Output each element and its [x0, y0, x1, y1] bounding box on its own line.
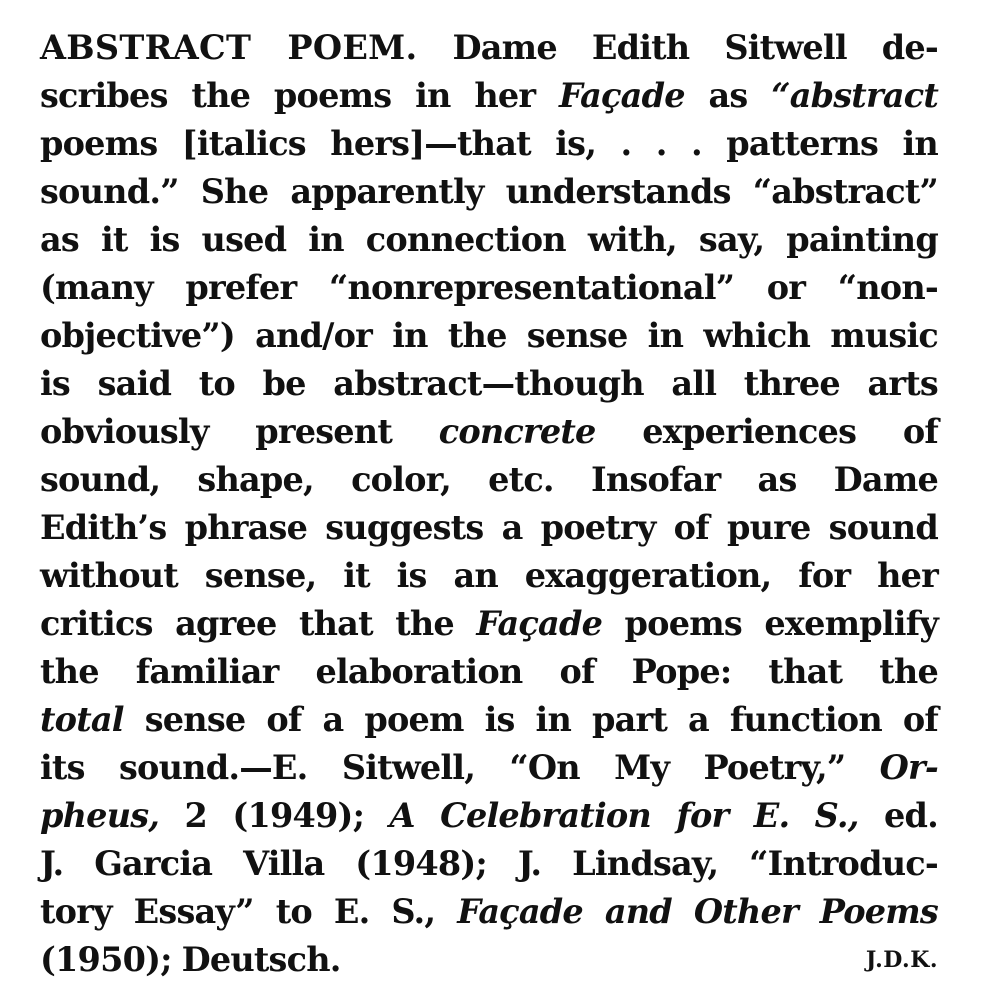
italic-run: A Celebration for E. S., [389, 796, 859, 835]
text-line [40, 648, 938, 696]
text-run: 2 (1949); [159, 796, 390, 835]
text-run: sound.” She apparently understands “abstract” [40, 172, 938, 211]
text-run: J. Garcia Villa (1948); J. Lindsay, “Introduc- [40, 844, 938, 883]
italic-run: “abstract [771, 76, 938, 115]
text-run: Edith’s phrase suggests a poetry of pure sound [40, 508, 938, 547]
entry-body [40, 24, 938, 984]
text-line [40, 72, 938, 120]
text-run: critics agree that the [40, 604, 477, 643]
italic-run: Façade [559, 76, 685, 115]
text-line [40, 600, 938, 648]
text-line [40, 744, 938, 792]
author-initials: J.D.K. [865, 947, 938, 973]
text-run: poems [italics hers]—that is, . . . patterns in [40, 124, 938, 163]
text-line [40, 840, 938, 888]
text-line [40, 888, 938, 936]
text-line [40, 120, 938, 168]
text-line [40, 792, 938, 840]
italic-run: pheus, [40, 796, 160, 835]
text-line [40, 312, 938, 360]
text-line [40, 504, 938, 552]
text-run: scribes the poems in her [40, 76, 560, 115]
text-run: tory Essay” to E. S., [40, 892, 458, 931]
text-run: as [684, 76, 772, 115]
text-line [40, 696, 938, 744]
text-run: sense of a poem is in part a function of [123, 700, 938, 739]
text-run: the familiar elaboration of Pope: that the [40, 652, 938, 691]
text-run: ed. [858, 796, 938, 835]
text-run: poems exemplify [602, 604, 938, 643]
text-line [40, 552, 938, 600]
text-run: as it is used in connection with, say, painting [40, 220, 938, 259]
text-run: sound, shape, color, etc. Insofar as Dame [40, 460, 938, 499]
text-line [40, 168, 938, 216]
text-run: objective”) and/or in the sense in which music [40, 316, 938, 355]
text-run: (many prefer “nonrepresentational” or “non- [40, 268, 938, 307]
text-run: obviously present [40, 412, 439, 451]
italic-run: Façade [476, 604, 603, 643]
text-line [40, 936, 938, 984]
text-line [40, 264, 938, 312]
text-run: without sense, it is an exaggeration, for her [40, 556, 938, 595]
text-line [40, 216, 938, 264]
text-run: (1950); Deutsch. [40, 940, 341, 979]
entry-heading: ABSTRACT POEM. [40, 28, 418, 67]
italic-run: Façade and Other Poems [457, 892, 938, 931]
text-line [40, 360, 938, 408]
text-line [40, 24, 938, 72]
italic-run: Or- [879, 748, 938, 787]
encyclopedia-entry [40, 24, 938, 984]
text-line [40, 456, 938, 504]
text-run: experiences of [595, 412, 938, 451]
italic-run: total [40, 700, 124, 739]
italic-run: concrete [438, 412, 596, 451]
text-run: its sound.—E. Sitwell, “On My Poetry,” [40, 748, 880, 787]
text-line [40, 408, 938, 456]
text-run: is said to be abstract—though all three arts [40, 364, 938, 403]
text-run: Dame Edith Sitwell de- [417, 28, 938, 67]
